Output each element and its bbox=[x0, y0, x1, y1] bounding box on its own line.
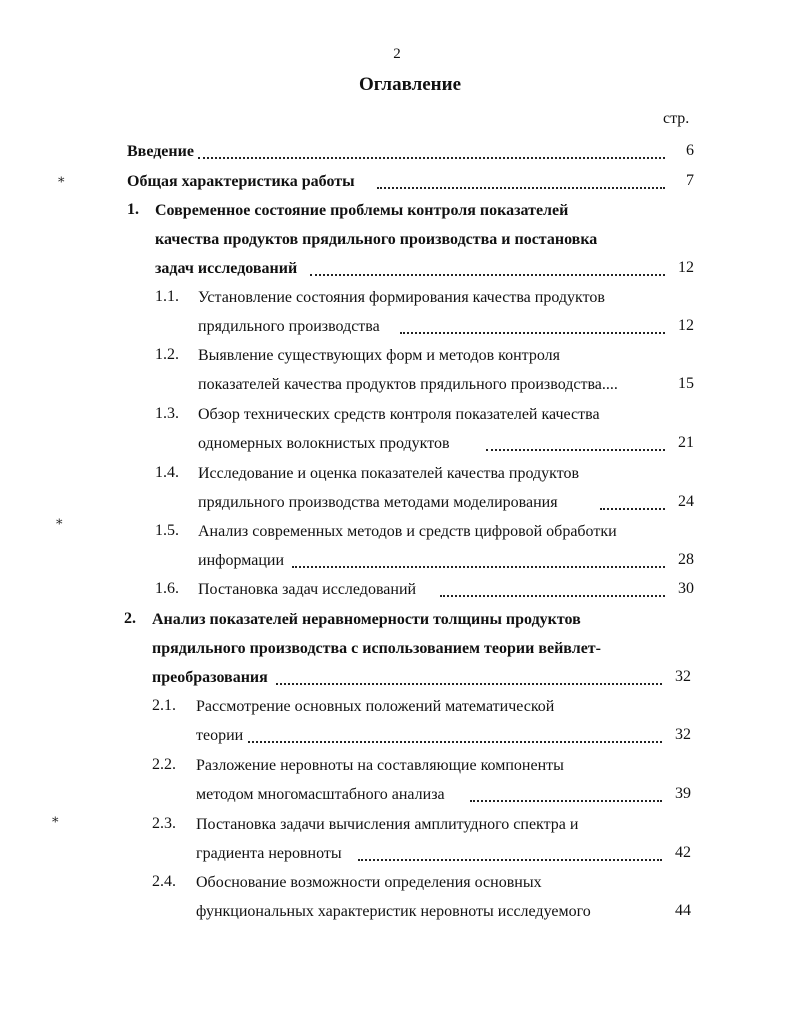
toc-entry-section-2-3[interactable]: Постановка задачи вычисления амплитудного спектра и bbox=[196, 816, 579, 833]
toc-page-number: 44 bbox=[675, 902, 691, 919]
toc-section-number: 1.2. bbox=[155, 346, 179, 363]
toc-entry-section-1-4-cont: прядильного производства методами моделирования bbox=[198, 494, 558, 511]
page-number: 2 bbox=[393, 46, 401, 62]
toc-entry-introduction[interactable]: Введение bbox=[127, 143, 194, 160]
leader-dots bbox=[248, 739, 662, 743]
toc-section-number: 1.5. bbox=[155, 522, 179, 539]
toc-entry-section-1-3[interactable]: Обзор технических средств контроля показателей качества bbox=[198, 406, 600, 423]
toc-chapter-number: 2. bbox=[124, 610, 136, 627]
toc-entry-section-1-2[interactable]: Выявление существующих форм и методов контроля bbox=[198, 347, 560, 364]
leader-dots bbox=[486, 447, 665, 451]
toc-section-number: 1.6. bbox=[155, 580, 179, 597]
toc-entry-section-1-6[interactable]: Постановка задач исследований bbox=[198, 581, 417, 598]
toc-section-number: 2.4. bbox=[152, 873, 176, 890]
toc-page-number: 6 bbox=[686, 142, 694, 159]
toc-entry-section-2-4[interactable]: Обоснование возможности определения основных bbox=[196, 874, 542, 891]
toc-entry-chapter-1-cont: качества продуктов прядильного производства и постановка bbox=[155, 231, 598, 248]
toc-entry-section-1-1[interactable]: Установление состояния формирования качества продуктов bbox=[198, 289, 605, 306]
toc-page-number: 42 bbox=[675, 844, 691, 861]
toc-entry-section-1-2-cont: показателей качества продуктов прядильного производства.... bbox=[198, 376, 618, 393]
toc-entry-section-2-1-cont: теории bbox=[196, 727, 244, 744]
toc-entry-section-2-3-cont: градиента неровноты bbox=[196, 845, 342, 862]
toc-chapter-number: 1. bbox=[127, 201, 139, 218]
pages-column-label: стр. bbox=[663, 110, 690, 127]
toc-page-number: 39 bbox=[675, 785, 691, 802]
toc-entry-chapter-1-cont: задач исследований bbox=[155, 260, 298, 277]
toc-entry-chapter-2-cont: преобразования bbox=[152, 669, 268, 686]
toc-page-number: 21 bbox=[678, 434, 694, 451]
toc-page-number: 28 bbox=[678, 551, 694, 568]
toc-entry-section-1-1-cont: прядильного производства bbox=[198, 318, 380, 335]
toc-section-number: 1.4. bbox=[155, 464, 179, 481]
leader-dots bbox=[440, 593, 665, 597]
toc-page-number: 32 bbox=[675, 726, 691, 743]
toc-section-number: 2.3. bbox=[152, 815, 176, 832]
toc-entry-chapter-2[interactable]: Анализ показателей неравномерности толщины продуктов bbox=[152, 611, 581, 628]
toc-entry-section-2-2-cont: методом многомасштабного анализа bbox=[196, 786, 445, 803]
toc-section-number: 1.1. bbox=[155, 288, 179, 305]
toc-entry-section-2-4-cont: функциональных характеристик неровноты исследуемого bbox=[196, 903, 591, 920]
margin-mark: ⁎ bbox=[52, 810, 59, 825]
toc-page-number: 12 bbox=[678, 317, 694, 334]
toc-section-number: 2.2. bbox=[152, 756, 176, 773]
leader-dots bbox=[198, 155, 665, 159]
toc-section-number: 1.3. bbox=[155, 405, 179, 422]
leader-dots bbox=[292, 564, 665, 568]
toc-section-number: 2.1. bbox=[152, 697, 176, 714]
toc-entry-section-1-4[interactable]: Исследование и оценка показателей качества продуктов bbox=[198, 465, 580, 482]
toc-page-number: 7 bbox=[686, 172, 694, 189]
toc-page-number: 15 bbox=[678, 375, 694, 392]
toc-entry-section-2-1[interactable]: Рассмотрение основных положений математической bbox=[196, 698, 555, 715]
toc-entry-section-1-3-cont: одномерных волокнистых продуктов bbox=[198, 435, 450, 452]
leader-dots bbox=[377, 185, 665, 189]
toc-page-number: 12 bbox=[678, 259, 694, 276]
leader-dots bbox=[400, 330, 665, 334]
toc-page-number: 32 bbox=[675, 668, 691, 685]
toc-entry-general-characteristics[interactable]: Общая характеристика работы bbox=[127, 173, 355, 190]
toc-entry-chapter-2-cont: прядильного производства с использованием теории вейвлет- bbox=[152, 640, 601, 657]
page-title: Оглавление bbox=[358, 74, 462, 95]
leader-dots bbox=[358, 857, 662, 861]
leader-dots bbox=[310, 272, 665, 276]
leader-dots bbox=[470, 798, 662, 802]
margin-mark: ⁎ bbox=[58, 170, 65, 185]
toc-page-number: 24 bbox=[678, 493, 694, 510]
toc-entry-section-1-5-cont: информации bbox=[198, 552, 285, 569]
toc-entry-chapter-1[interactable]: Современное состояние проблемы контроля показателей bbox=[155, 202, 569, 219]
toc-page-number: 30 bbox=[678, 580, 694, 597]
margin-mark: ⁎ bbox=[56, 512, 63, 527]
toc-entry-section-2-2[interactable]: Разложение неровноты на составляющие компоненты bbox=[196, 757, 564, 774]
leader-dots bbox=[276, 681, 662, 685]
toc-entry-section-1-5[interactable]: Анализ современных методов и средств цифровой обработки bbox=[198, 523, 617, 540]
